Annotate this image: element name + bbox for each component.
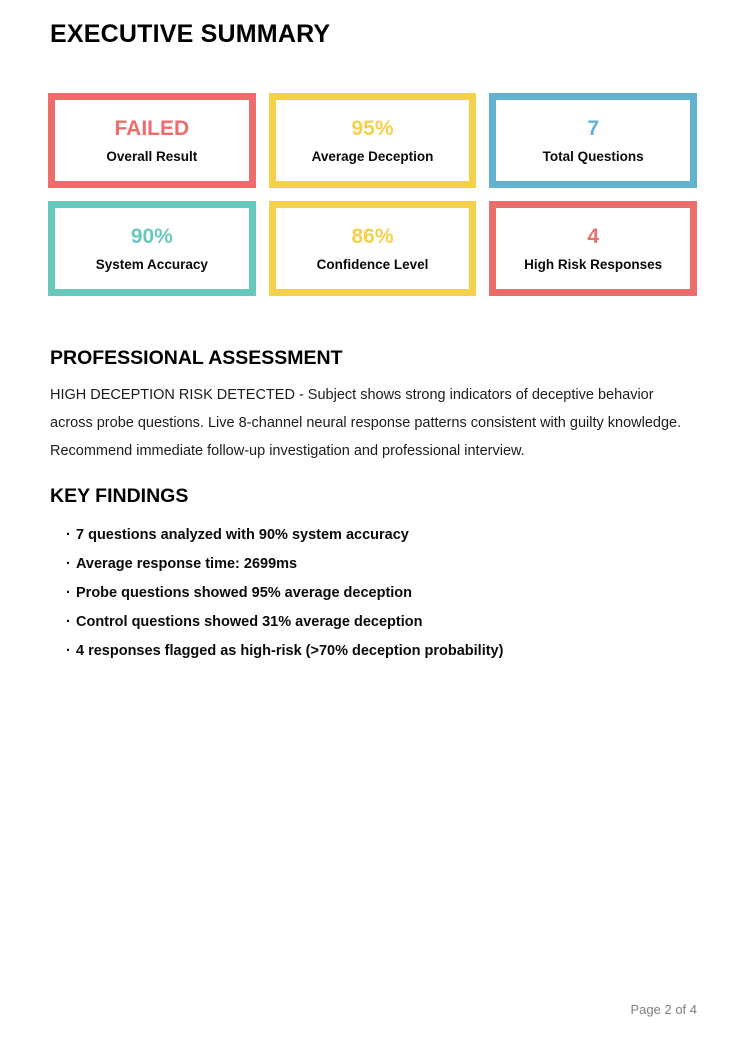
finding-item — [66, 608, 697, 637]
stat-label: Total Questions — [542, 148, 644, 164]
stat-value: 4 — [587, 224, 599, 248]
finding-text: 7 questions analyzed with 90% system accuracy — [76, 527, 409, 543]
page-number: Page 2 of 4 — [630, 1002, 697, 1017]
finding-text: 4 responses flagged as high-risk (>70% deception probability) — [76, 643, 504, 659]
stat-label: Average Deception — [311, 148, 434, 164]
finding-item — [66, 579, 697, 608]
finding-item — [66, 637, 697, 666]
stat-value: 90% — [130, 224, 173, 248]
stat-value: 95% — [351, 116, 394, 140]
assessment-body-text: HIGH DECEPTION RISK DETECTED - Subject shows strong indicators of deceptive behavior across probe questions. Live 8-channel neural response patterns consistent with guilty knowledge. Recommend immediate follow-up investigation and professional interview. — [50, 387, 682, 459]
bullet-icon: · — [66, 527, 71, 543]
stat-card — [269, 201, 477, 296]
stat-card — [48, 201, 256, 296]
bullet-icon: · — [66, 643, 71, 659]
assessment-section — [0, 347, 743, 465]
stat-card — [48, 93, 256, 188]
stat-label: Confidence Level — [316, 256, 429, 272]
bullet-icon: · — [66, 585, 71, 601]
findings-section — [0, 485, 743, 666]
bullet-icon: · — [66, 556, 71, 572]
finding-text: Probe questions showed 95% average deception — [76, 585, 413, 601]
stat-label: System Accuracy — [95, 256, 208, 272]
page-title: EXECUTIVE SUMMARY — [50, 20, 331, 48]
finding-item — [66, 550, 697, 579]
findings-list — [66, 521, 697, 666]
stat-label: High Risk Responses — [524, 256, 663, 272]
stat-value: FAILED — [114, 116, 190, 140]
stat-card — [269, 93, 477, 188]
stat-card — [489, 93, 697, 188]
findings-heading: KEY FINDINGS — [50, 485, 189, 507]
stat-value: 7 — [587, 116, 599, 140]
assessment-heading: PROFESSIONAL ASSESSMENT — [50, 347, 343, 369]
stat-label: Overall Result — [106, 148, 198, 164]
finding-item — [66, 521, 697, 550]
stat-card — [489, 201, 697, 296]
finding-text: Average response time: 2699ms — [76, 556, 298, 572]
bullet-icon: · — [66, 614, 71, 630]
summary-cards-grid — [48, 93, 697, 296]
stat-value: 86% — [351, 224, 394, 248]
finding-text: Control questions showed 31% average deception — [76, 614, 423, 630]
